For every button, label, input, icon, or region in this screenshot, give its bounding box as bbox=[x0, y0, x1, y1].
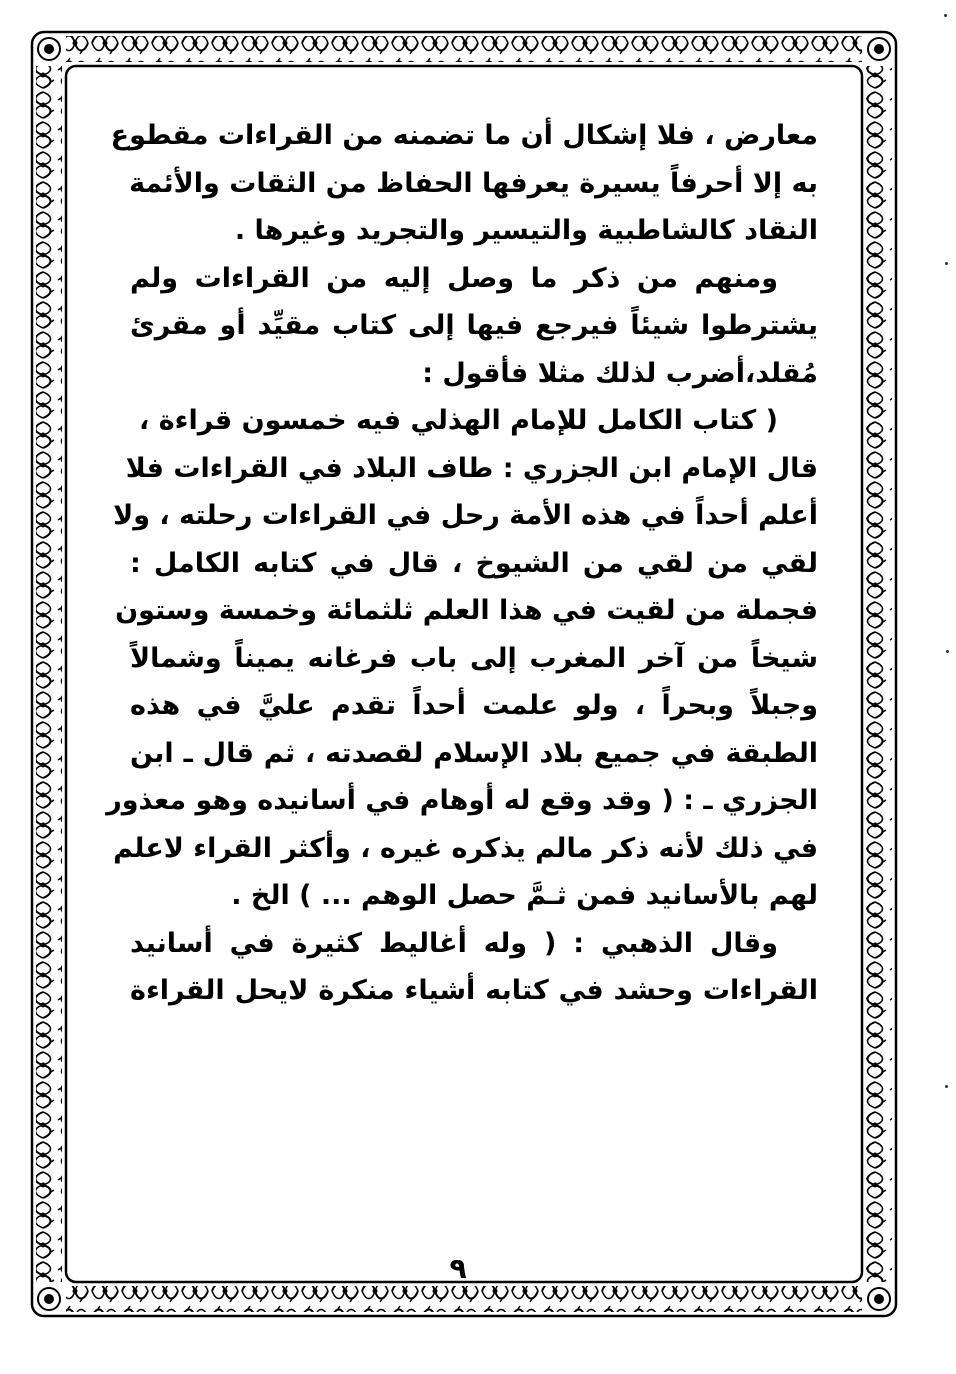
page-number: ٩ bbox=[449, 1252, 467, 1285]
text-line: مُقلد،أضرب لذلك مثلا فأقول : bbox=[422, 357, 818, 389]
text-line: ( كتاب الكامل للإمام الهذلي فيه خمسون قراءة ، bbox=[139, 405, 778, 436]
scan-speck bbox=[945, 262, 948, 265]
text-line: وجبلاً وبحراً ، ولو علمت أحداً تقدم عليَّ في هذه bbox=[130, 690, 818, 721]
text-line: معارض ، فلا إشكال أن ما تضمنه من القراءات مقطوع bbox=[110, 120, 818, 151]
scan-speck bbox=[946, 650, 949, 653]
text-line: وقال الذهبي : ( وله أغاليط كثيرة في أسانيد bbox=[130, 927, 778, 959]
text-line: القراءات وحشد في كتابه أشياء منكرة لايحل القراءة bbox=[130, 975, 818, 1006]
text-line: لهم بالأسانيد فمن ثـمَّ حصل الوهم ... ) الخ . bbox=[231, 880, 818, 911]
text-line: الطبقة في جميع بلاد الإسلام لقصدته ، ثم قال ـ ابن bbox=[130, 737, 818, 769]
text-line: في ذلك لأنه ذكر مالم يذكره غيره ، وأكثر القراء لاعلم bbox=[113, 832, 818, 864]
text-line: لقي من لقي من الشيوخ ، قال في كتابه الكامل : bbox=[130, 547, 818, 579]
body-text bbox=[106, 112, 818, 1015]
scan-speck bbox=[944, 14, 947, 17]
text-line: فجملة من لقيت في هذا العلم ثلثمائة وخمسة وستون bbox=[115, 595, 818, 626]
text-line: شيخاً من آخر المغرب إلى باب فرغانه يميناً وشمالاً bbox=[130, 642, 818, 674]
text-line: النقاد كالشاطبية والتيسير والتجريد وغيرها . bbox=[234, 215, 818, 246]
text-line: أعلم أحداً في هذه الأمة رحل في القراءات رحلته ، ولا bbox=[113, 500, 818, 531]
text-line: الجزري ـ : ( وقد وقع له أوهام في أسانيده وهو معذور bbox=[106, 785, 818, 816]
text-line: قال الإمام ابن الجزري : طاف البلاد في القراءات فلا bbox=[125, 452, 818, 484]
text-line: ومنهم من ذكر ما وصل إليه من القراءات ولم bbox=[130, 262, 778, 294]
text-line: يشترطوا شيئاً فيرجع فيها إلى كتاب مقيِّد أو مقرئ bbox=[130, 310, 818, 341]
text-line: به إلا أحرفاً يسيرة يعرفها الحفاظ من الثقات والأئمة bbox=[129, 167, 818, 199]
scan-speck bbox=[945, 1085, 948, 1088]
